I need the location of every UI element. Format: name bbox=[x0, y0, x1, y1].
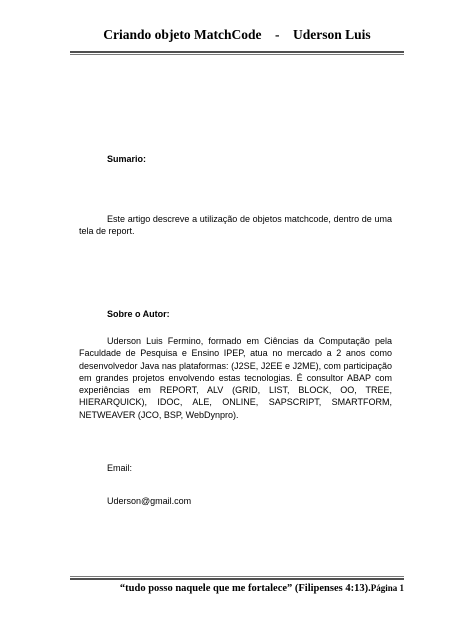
footer-rule bbox=[70, 578, 404, 580]
page-footer bbox=[70, 583, 404, 594]
about-author-heading: Sobre o Autor: bbox=[107, 309, 170, 319]
header-rule bbox=[70, 51, 404, 53]
email-label: Email: bbox=[107, 463, 133, 473]
page-number: Página 1 bbox=[370, 583, 404, 593]
page-header-title: Criando objeto MatchCode - Uderson Luis bbox=[103, 27, 371, 42]
footer-rule-thin bbox=[70, 576, 404, 577]
about-author-paragraph: Uderson Luis Fermino, formado em Ciências da Computação pela Faculdade de Pesquisa e Ensino IPEP, atua no mercado a 2 anos como desenvolvedor Java nas plataformas: (J2SE, J2EE e J2ME), com participação em grandes projetos envolvendo estas tecnologias. É consultor ABAP com experiências em REPORT, ALV (GRID, LIST, BLOCK, OO, TREE, HIERARQUICK), IDOC, ALE, ONLINE, SAPSCRIPT, SMARTFORM, NETWEAVER (JCO, BSP, WebDynpro). bbox=[79, 336, 392, 420]
footer-quote: “tudo posso naquele que me fortalece” (Filipenses 4:13). bbox=[119, 583, 371, 594]
summary-paragraph: Este artigo descreve a utilização de objetos matchcode, dentro de uma tela de report. bbox=[79, 214, 392, 237]
summary-heading: Sumario: bbox=[107, 154, 147, 164]
header-rule-thin bbox=[70, 54, 404, 55]
email-address: Uderson@gmail.com bbox=[107, 496, 192, 506]
